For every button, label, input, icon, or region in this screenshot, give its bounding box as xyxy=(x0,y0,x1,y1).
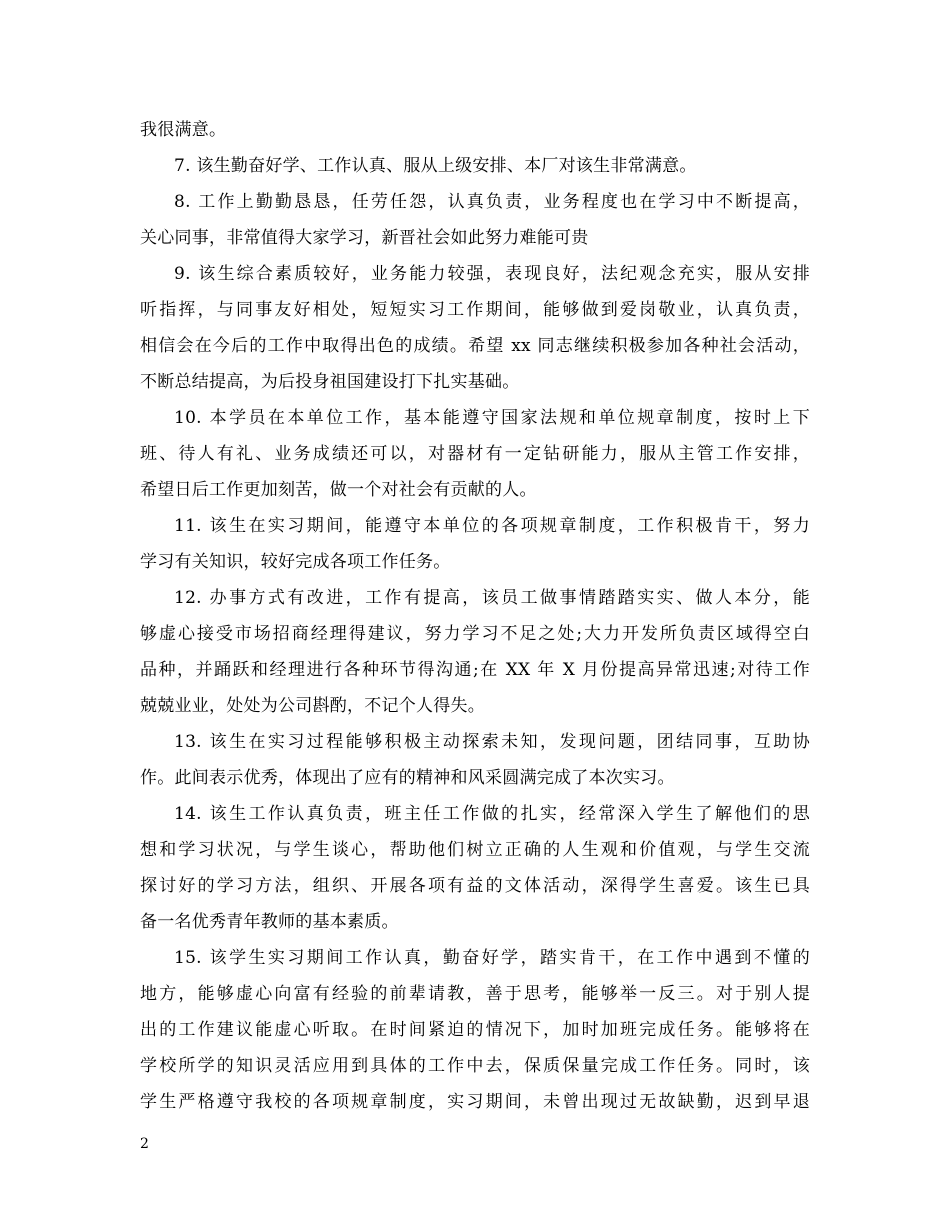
text-line: 10. 本学员在本单位工作，基本能遵守国家法规和单位规章制度，按时上下 xyxy=(174,408,810,428)
text-line: 听指挥，与同事友好相处，短短实习工作期间，能够做到爱岗敬业，认真负责， xyxy=(140,300,810,320)
text-line: 够虚心接受市场招商经理得建议，努力学习不足之处;大力开发所负责区域得空白 xyxy=(140,624,810,644)
text-line: 学生严格遵守我校的各项规章制度，实习期间，未曾出现过无故缺勤，迟到早退 xyxy=(140,1092,810,1112)
text-line: 11. 该生在实习期间，能遵守本单位的各项规章制度，工作积极肯干，努力 xyxy=(174,516,810,536)
text-line: 9. 该生综合素质较好，业务能力较强，表现良好，法纪观念充实，服从安排 xyxy=(174,264,810,284)
text-line: 12. 办事方式有改进，工作有提高，该员工做事情踏踏实实、做人本分，能 xyxy=(174,588,810,608)
text-line: 7. 该生勤奋好学、工作认真、服从上级安排、本厂对该生非常满意。 xyxy=(174,156,697,176)
text-line: 出的工作建议能虚心听取。在时间紧迫的情况下，加时加班完成任务。能够将在 xyxy=(140,1020,810,1040)
text-line: 不断总结提高，为后投身祖国建设打下扎实基础。 xyxy=(140,372,520,392)
text-line: 我很满意。 xyxy=(140,120,227,140)
text-line: 备一名优秀青年教师的基本素质。 xyxy=(140,912,399,932)
text-line: 相信会在今后的工作中取得出色的成绩。希望 xx 同志继续积极参加各种社会活动， xyxy=(140,336,810,356)
text-line: 8. 工作上勤勤恳恳，任劳任怨，认真负责，业务程度也在学习中不断提高， xyxy=(174,192,810,212)
text-line: 学校所学的知识灵活应用到具体的工作中去，保质保量完成工作任务。同时，该 xyxy=(140,1056,810,1076)
text-line: 学习有关知识，较好完成各项工作任务。 xyxy=(140,552,451,572)
text-line: 想和学习状况，与学生谈心，帮助他们树立正确的人生观和价值观，与学生交流 xyxy=(140,840,810,860)
text-line: 班、待人有礼、业务成绩还可以，对器材有一定钻研能力，服从主管工作安排， xyxy=(140,444,810,464)
text-line: 品种，并踊跃和经理进行各种环节得沟通;在 XX 年 X 月份提高异常迅速;对待工作 xyxy=(140,660,810,680)
text-line: 14. 该生工作认真负责，班主任工作做的扎实，经常深入学生了解他们的思 xyxy=(174,804,810,824)
text-line: 地方，能够虚心向富有经验的前辈请教，善于思考，能够举一反三。对于别人提 xyxy=(140,984,810,1004)
text-line: 作。此间表示优秀，体现出了应有的精神和风采圆满完成了本次实习。 xyxy=(140,768,675,788)
text-line: 13. 该生在实习过程能够积极主动探索未知，发现问题，团结同事，互助协 xyxy=(174,732,810,752)
text-line: 探讨好的学习方法，组织、开展各项有益的文体活动，深得学生喜爱。该生已具 xyxy=(140,876,810,896)
text-line: 希望日后工作更加刻苦，做一个对社会有贡献的人。 xyxy=(140,480,537,500)
page-number: 2 xyxy=(140,1136,149,1152)
text-line: 关心同事，非常值得大家学习，新晋社会如此努力难能可贵 xyxy=(140,228,589,248)
text-line: 15. 该学生实习期间工作认真，勤奋好学，踏实肯干，在工作中遇到不懂的 xyxy=(174,948,810,968)
text-line: 兢兢业业，处处为公司斟酌，不记个人得失。 xyxy=(140,696,485,716)
page-body-text xyxy=(140,112,810,1120)
